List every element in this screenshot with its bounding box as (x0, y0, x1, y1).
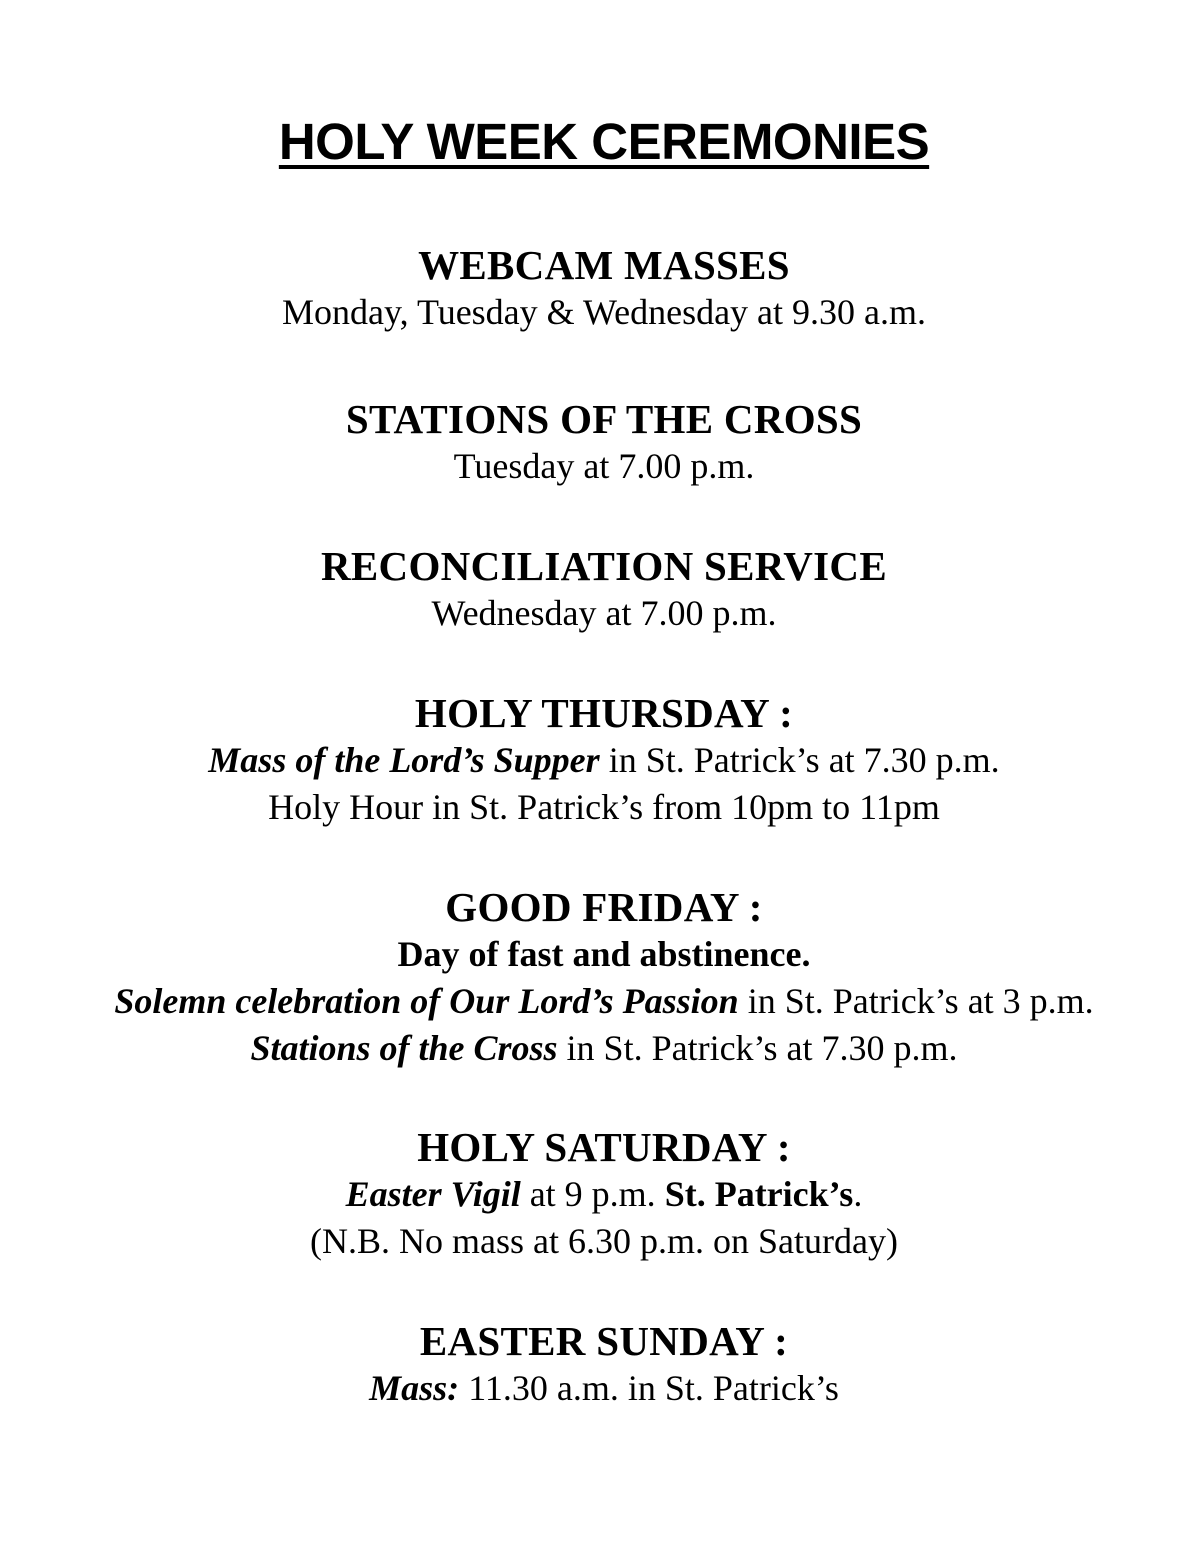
section-holy-thursday (0, 689, 1200, 831)
friday-stations-title: Stations of the Cross (250, 1028, 558, 1068)
friday-stations-line (0, 1025, 1200, 1072)
saturday-vigil-line (0, 1171, 1200, 1218)
section-heading-stations: STATIONS OF THE CROSS (345, 396, 863, 442)
page-title-text: HOLY WEEK CEREMONIES (278, 113, 930, 170)
section-webcam-masses (0, 241, 1200, 336)
section-heading-thursday: HOLY THURSDAY : (414, 690, 794, 736)
section-heading-reconciliation: RECONCILIATION SERVICE (321, 543, 887, 589)
section-heading-saturday: HOLY SATURDAY : (417, 1124, 791, 1170)
webcam-schedule-line: Monday, Tuesday & Wednesday at 9.30 a.m. (281, 292, 927, 332)
friday-passion-details: in St. Patrick’s at 3 p.m. (738, 981, 1094, 1021)
saturday-vigil-title: Easter Vigil (345, 1174, 521, 1214)
sunday-mass-details: 11.30 a.m. in St. Patrick’s (459, 1368, 839, 1408)
section-heading-friday: GOOD FRIDAY : (445, 884, 763, 930)
sunday-mass-label: Mass: (369, 1368, 460, 1408)
section-reconciliation-service (0, 542, 1200, 637)
section-stations-of-the-cross (0, 395, 1200, 490)
thursday-mass-line (0, 737, 1200, 784)
sunday-mass-line (0, 1365, 1200, 1412)
friday-passion-title: Solemn celebration of Our Lord’s Passion (114, 981, 739, 1021)
friday-passion-line (0, 978, 1200, 1025)
friday-fast-line: Day of fast and abstinence. (397, 934, 811, 974)
saturday-vigil-time: at 9 p.m. (520, 1174, 665, 1214)
stations-schedule-line: Tuesday at 7.00 p.m. (453, 446, 755, 486)
section-easter-sunday (0, 1317, 1200, 1412)
reconciliation-schedule-line: Wednesday at 7.00 p.m. (431, 593, 777, 633)
thursday-mass-title: Mass of the Lord’s Supper (208, 740, 600, 780)
thursday-mass-details: in St. Patrick’s at 7.30 p.m. (599, 740, 1000, 780)
saturday-vigil-location: St. Patrick’s (664, 1174, 854, 1214)
section-holy-saturday (0, 1123, 1200, 1265)
friday-stations-details: in St. Patrick’s at 7.30 p.m. (557, 1028, 958, 1068)
section-good-friday (0, 883, 1200, 1072)
page-title (0, 110, 1200, 174)
saturday-note-line: (N.B. No mass at 6.30 p.m. on Saturday) (310, 1221, 898, 1261)
section-heading-webcam: WEBCAM MASSES (418, 242, 790, 288)
section-heading-sunday: EASTER SUNDAY : (419, 1318, 789, 1364)
thursday-holy-hour-line: Holy Hour in St. Patrick’s from 10pm to 11pm (268, 787, 940, 827)
saturday-vigil-end: . (853, 1174, 863, 1214)
